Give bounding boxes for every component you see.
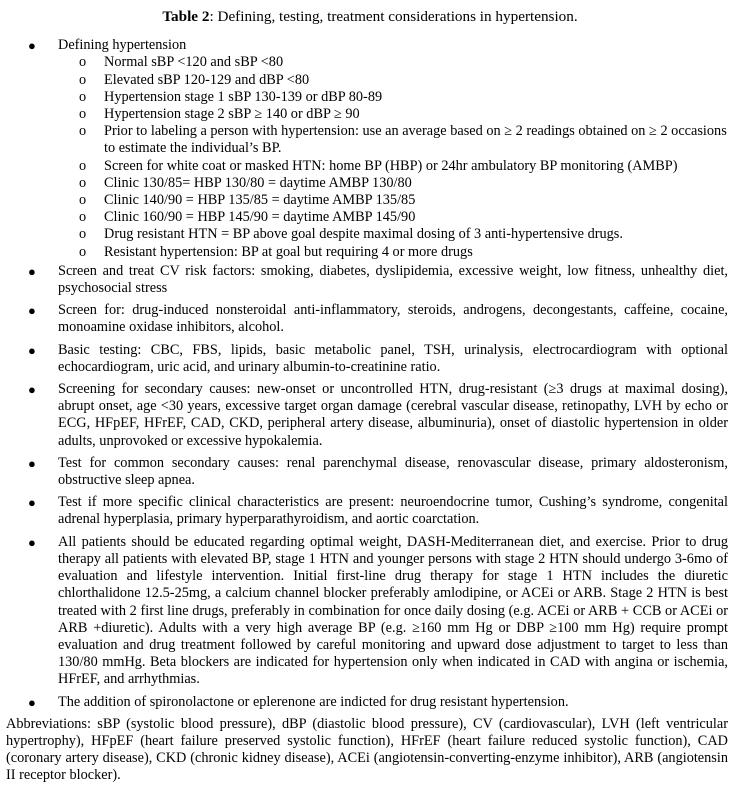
- bullet-icon: ●: [28, 263, 36, 279]
- circle-bullet-icon: o: [79, 106, 87, 123]
- table-title: [6, 8, 734, 25]
- defining-sub-item-text: Prior to labeling a person with hypertension: use an average based on ≥ 2 readings obtained on ≥ 2 occasions to estimate the individual’s BP.: [104, 123, 727, 157]
- circle-bullet-icon: o: [79, 243, 87, 260]
- circle-bullet-icon: o: [79, 123, 87, 140]
- defining-sub-list: [58, 54, 728, 260]
- bullet-icon: ●: [28, 455, 36, 471]
- list-item-text: Test for common secondary causes: renal parenchymal disease, renovascular disease, primary aldosteronism, obstructive sleep apnea.: [58, 454, 728, 489]
- bullet-icon: ●: [28, 303, 36, 319]
- bullet-icon: ●: [28, 495, 36, 511]
- circle-bullet-icon: o: [79, 174, 87, 191]
- main-bullet-list: [6, 37, 734, 711]
- list-item: [28, 262, 734, 297]
- circle-bullet-icon: o: [79, 192, 87, 209]
- circle-bullet-icon: o: [79, 157, 87, 174]
- list-item: [28, 381, 734, 450]
- list-item-text: The addition of spironolactone or eplerenone are indicted for drug resistant hypertension.: [58, 693, 569, 710]
- list-item: [28, 494, 734, 528]
- list-item-text: Test if more specific clinical characteristics are present: neuroendocrine tumor, Cushing’s syndrome, congenital adrenal hyperplasia, primary hyperparathyroidism, and aortic coarctation.: [58, 494, 728, 528]
- defining-sub-item: [79, 243, 728, 261]
- defining-sub-item: [79, 209, 728, 226]
- defining-sub-item: [79, 226, 728, 243]
- defining-sub-item-text: Clinic 160/90 = HBP 145/90 = daytime AMBP 145/90: [104, 209, 416, 226]
- defining-sub-item: [79, 192, 728, 209]
- defining-sub-item: [79, 106, 728, 123]
- list-item: [28, 693, 734, 711]
- defining-sub-item-text: Drug resistant HTN = BP above goal despite maximal dosing of 3 anti-hypertensive drugs.: [104, 226, 623, 243]
- circle-bullet-icon: o: [79, 226, 87, 243]
- table-title-text: : Defining, testing, treatment considerations in hypertension.: [209, 8, 578, 25]
- defining-sub-item-text: Hypertension stage 2 sBP ≥ 140 or dBP ≥ 90: [104, 106, 360, 123]
- defining-sub-item: [79, 157, 728, 175]
- defining-sub-item: [79, 174, 728, 192]
- list-item-text: Screen for: drug-induced nonsteroidal anti-inflammatory, steroids, androgens, decongestants, caffeine, cocaine, monoamine oxidase inhibitors, alcohol.: [58, 302, 728, 336]
- defining-sub-item-text: Elevated sBP 120-129 and dBP <80: [104, 71, 310, 88]
- abbreviations-note: Abbreviations: sBP (systolic blood pressure), dBP (diastolic blood pressure), CV (cardiovascular), LVH (left ventricular hypertrophy), HFpEF (heart failure preserved systolic function), HFrEF (heart failure reduced systolic function), CAD (coronary artery disease), CKD (chronic kidney disease), ACEi (angiotensin-converting-enzyme inhibitor), ARB (angiotensin II receptor blocker).: [6, 715, 728, 784]
- defining-sub-item-text: Screen for white coat or masked HTN: home BP (HBP) or 24hr ambulatory BP monitoring (AMBP): [104, 157, 678, 174]
- list-item-text: Screening for secondary causes: new-onset or uncontrolled HTN, drug-resistant (≥3 drugs at maximal dosing), abrupt onset, age <30 years, excessive target organ damage (cerebral vascular disease, retinopathy, LVH by echo or ECG, HFpEF, HFrEF, CAD, CKD, peripheral artery disease, albuminuria), onset of diastolic hypertension in older adults, unprovoked or excessive hypokalemia.: [58, 381, 728, 449]
- defining-sub-item: [79, 71, 728, 89]
- bullet-icon: ●: [28, 382, 36, 398]
- defining-sub-item-text: Clinic 130/85= HBP 130/80 = daytime AMBP 130/80: [104, 174, 412, 191]
- list-item-defining: [28, 37, 734, 261]
- bullet-icon: ●: [28, 534, 36, 550]
- list-item: [28, 454, 734, 489]
- defining-sub-item: [79, 88, 728, 106]
- defining-label: Defining hypertension: [58, 37, 187, 54]
- bullet-icon: ●: [28, 38, 36, 54]
- defining-sub-item: [79, 54, 728, 71]
- defining-sub-item-text: Hypertension stage 1 sBP 130-139 or dBP 80-89: [104, 88, 383, 105]
- list-item-text: Basic testing: CBC, FBS, lipids, basic metabolic panel, TSH, urinalysis, electrocardiogram with optional echocardiogram, uric acid, and urinary albumin-to-creatinine ratio.: [58, 341, 728, 375]
- table-title-number: Table 2: [162, 8, 210, 25]
- list-item: [28, 302, 734, 336]
- defining-sub-item-text: Clinic 140/90 = HBP 135/85 = daytime AMBP 135/85: [104, 192, 416, 209]
- list-item-text: Screen and treat CV risk factors: smoking, diabetes, dyslipidemia, excessive weight, low fitness, unhealthy diet, psychosocial stress: [58, 262, 728, 297]
- bullet-icon: ●: [28, 342, 36, 358]
- list-item: [28, 341, 734, 376]
- circle-bullet-icon: o: [79, 54, 87, 71]
- bullet-icon: ●: [28, 694, 36, 710]
- defining-sub-item: [79, 123, 728, 157]
- list-item: [28, 533, 734, 689]
- circle-bullet-icon: o: [79, 209, 87, 226]
- defining-sub-item-text: Normal sBP <120 and sBP <80: [104, 54, 284, 71]
- circle-bullet-icon: o: [79, 71, 87, 88]
- defining-sub-item-text: Resistant hypertension: BP at goal but requiring 4 or more drugs: [104, 243, 473, 260]
- circle-bullet-icon: o: [79, 88, 87, 105]
- list-item-text: All patients should be educated regarding optimal weight, DASH-Mediterranean diet, and exercise. Prior to drug therapy all patients with elevated BP, stage 1 HTN and younger persons with stage 2 HTN should undergo 3-6mo of evaluation and lifestyle intervention. Initial first-line drug therapy for stage 1 HTN includes the diuretic chlorthalidone 12.5-25mg, a calcium channel blocker preferably amlodipine, or ACEi or ARB. Stage 2 HTN is best treated with 2 first line drugs, preferably in combination for once daily dosing (e.g. ACEi or ARB + CCB or ACEi or ARB +diuretic). Adults with a very high average BP (e.g. ≥160 mm Hg or DBP ≥100 mm Hg) require prompt evaluation and drug treatment followed by careful monitoring and upward dose adjustment to target to less than 130/80 mmHg. Beta blockers are indicated for hypertension only when indicated in CAD with angina or ischemia, HFrEF, and arrhythmias.: [58, 533, 728, 688]
